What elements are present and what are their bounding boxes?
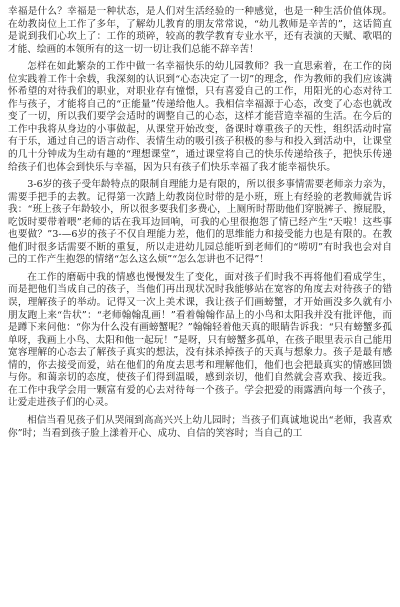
paragraph-1: 幸福是什么？幸福是一种状态，是人们对生活经验的一种感觉，也是一种生活价值体现。在幼教岗位上工作了多年，了解幼儿教育的朋友常常说，“幼儿教师是辛苦的”，这话简直是说到我们心坎上了：工作的琐碎，较高的教学教育专业水平，还有表演的天赋、歌唱的才能、绘画的本领所有的这一切一切让我们总能不辞辛苦！	[8, 6, 392, 55]
paragraph-4: 在工作的磨砺中我的情感也慢慢发生了变化，面对孩子们时我不再将他们看成学生，而是把他们当成自己的孩子，当他们再出现状况时我能够站在宽容的角度去对待孩子的错误，理解孩子的举动。记得又一次上美术课，我让孩子们画螃蟹，才开始画没多久就有小朋友跑上来“告状”：“老师翰翰乱画！”看着翰翰作品上的小鸟和太阳我并没有批评他，而是蹲下来问他：“你为什么没有画螃蟹呢？”翰翰轻着他天真的眼睛告诉我：“只有螃蟹多孤单呀，我画上小鸟、太阳和他一起玩！”是呀，只有螃蟹多孤单，在孩子眼里表示自己能用宽容理解的心态去了解孩子真实的想法，没有抹杀掉孩子的天真与想象力。孩子是最有感情的，你去接受而爱，站在他们的角度去思考和理解他们，他们也会把最真实的情感回馈与你。和蔼亲切的态度，使孩子们得到温暖，感到亲切，他们自然就会喜欢我、接近我。在工作中我学会用一颗富有爱的心去对待每一个孩子。学会把爱的雨露洒向每一个孩子，让爱走进孩子们的心灵。	[8, 271, 392, 409]
paragraph-3: 3-6岁的孩子受年龄特点的限制自理能力是有限的，所以很多事情需要老师亲力亲为，需要手把手的去教。记得第一次踏上幼教岗位时带的是小班，班上有经验的老教师就告诉我：“班上孩子年龄较小，所以很多要我们多费心，上厕所时帮助他们穿脱裤子、擦屁股，吃饭时要带着喂”老师的话在我耳边回响，可我的心里很抱怨了情已经产生“天啦！这些事也要做？”3-—6岁的孩子不仅自理能力差，他们的思维能力和接受能力也是有限的。在教他们时很多话需要不断的重复，所以走进幼儿园总能听到老师们的“唠叨”有时我也会对自己的工作产生抱怨的情绪“怎么这么烦”“怎么怎讲也不记得”！	[8, 179, 392, 266]
document-page	[8, 6, 392, 604]
paragraph-5: 相信当看见孩子们从哭闹到高高兴兴上幼儿园时；当孩子们真诚地说出“老师，我喜欢你”时；当看到孩子脸上漾着开心、成功、自信的笑容时；当自己的工	[8, 414, 392, 439]
paragraph-2: 怎样在如此繁杂的工作中做一名幸福快乐的幼儿园教师？我一直思索着，在工作的岗位实践着工作十余载，我深刻的认识到“心态决定了一切”的理念，作为教师的我们应该满怀希望的对待我们的职业，对职业存有憧憬，只有喜爱自己的工作，用阳光的心态对待工作与孩子，才能将自己的“正能量”传递给他人。我相信幸福源于心态，改变了心态也就改变了一切，所以我们要学会适时的调整自己的心态，这样才能营造幸福的生活。在今后的工作中我将从身边的小事做起，从课堂开始改变，备课时尊重孩子的天性，组织活动时富有于乐，通过自己的语言动作、表情生动的吸引孩子积极的参与和投入到活动中，让课堂的几十分钟成为生动有趣的“理想课堂”，通过课堂将自己的快乐传递给孩子，把快乐传递给孩子们也体会到快乐与幸福，因为只有孩子们快乐幸福了我才能幸福快乐。	[8, 61, 392, 173]
